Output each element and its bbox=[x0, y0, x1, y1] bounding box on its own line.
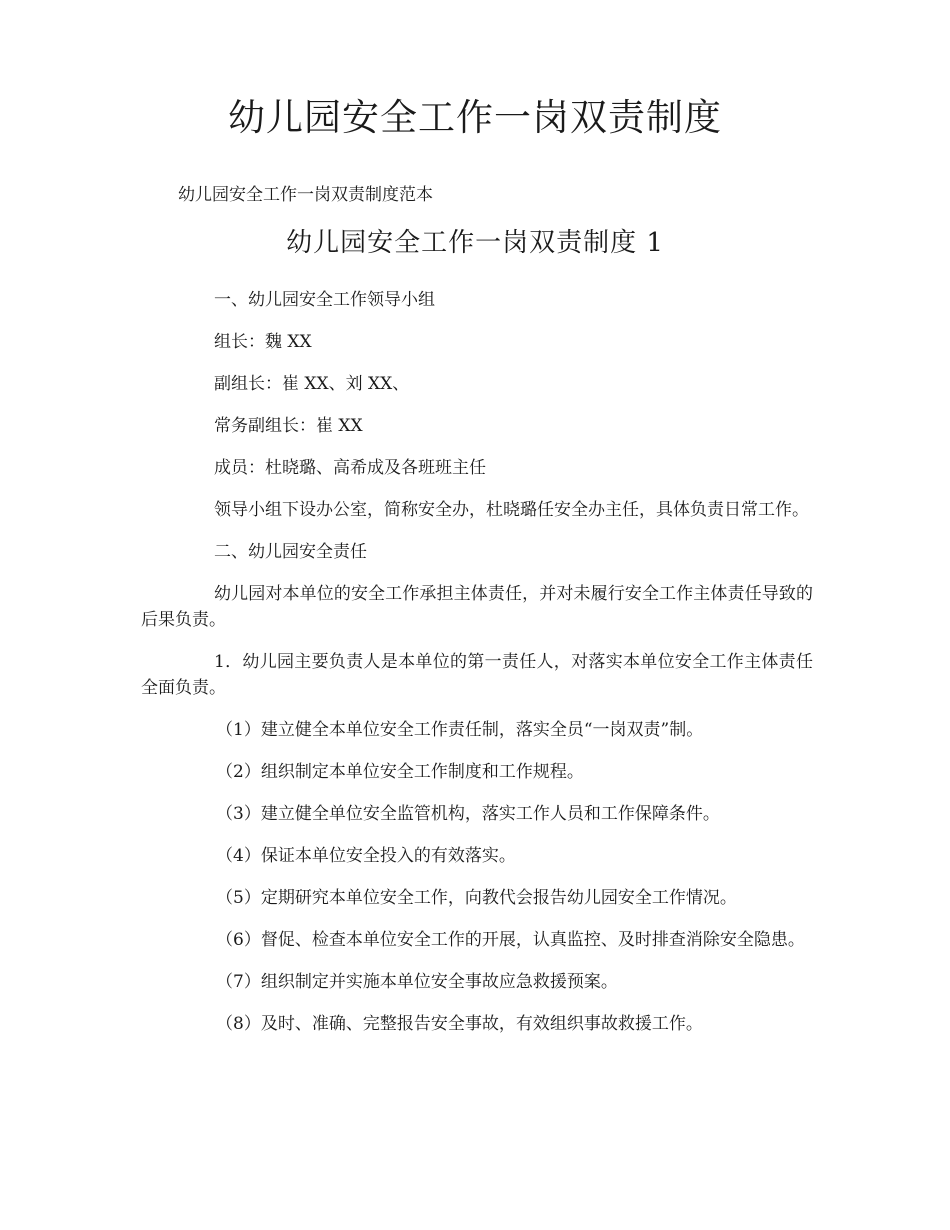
list-item: （4）保证本单位安全投入的有效落实。 bbox=[216, 846, 516, 866]
paragraph-deputy-leaders: 副组长：崔 XX、刘 XX、 bbox=[214, 374, 410, 394]
document-title: 幼儿园安全工作一岗双责制度 bbox=[228, 96, 722, 139]
list-item: （1）建立健全本单位安全工作责任制，落实全员“一岗双责”制。 bbox=[216, 720, 704, 740]
paragraph-leadership-group: 一、幼儿园安全工作领导小组 bbox=[214, 290, 435, 310]
paragraph-office: 领导小组下设办公室，简称安全办，杜晓璐任安全办主任，具体负责日常工作。 bbox=[214, 500, 809, 520]
list-item: （3）建立健全单位安全监管机构，落实工作人员和工作保障条件。 bbox=[216, 804, 720, 824]
section-title: 幼儿园安全工作一岗双责制度 1 bbox=[286, 228, 664, 258]
paragraph-safety-responsibility-heading: 二、幼儿园安全责任 bbox=[214, 542, 367, 562]
list-item: （7）组织制定并实施本单位安全事故应急救援预案。 bbox=[216, 972, 618, 992]
paragraph-first-responsible: 1．幼儿园主要负责人是本单位的第一责任人，对落实本单位安全工作主体责任全面负责。 bbox=[141, 652, 813, 698]
document-subtitle: 幼儿园安全工作一岗双责制度范本 bbox=[178, 185, 433, 205]
list-item: （6）督促、检查本单位安全工作的开展，认真监控、及时排查消除安全隐患。 bbox=[216, 930, 805, 950]
paragraph-members: 成员：杜晓璐、高希成及各班班主任 bbox=[214, 458, 486, 478]
paragraph-main-responsibility: 幼儿园对本单位的安全工作承担主体责任，并对未履行安全工作主体责任导致的后果负责。 bbox=[141, 584, 813, 630]
paragraph-group-leader: 组长：魏 XX bbox=[214, 332, 312, 352]
list-item: （5）定期研究本单位安全工作，向教代会报告幼儿园安全工作情况。 bbox=[216, 888, 737, 908]
paragraph-executive-deputy: 常务副组长：崔 XX bbox=[214, 416, 363, 436]
list-item: （8）及时、准确、完整报告安全事故，有效组织事故救援工作。 bbox=[216, 1014, 703, 1034]
document-body bbox=[141, 287, 813, 1053]
list-item: （2）组织制定本单位安全工作制度和工作规程。 bbox=[216, 762, 584, 782]
